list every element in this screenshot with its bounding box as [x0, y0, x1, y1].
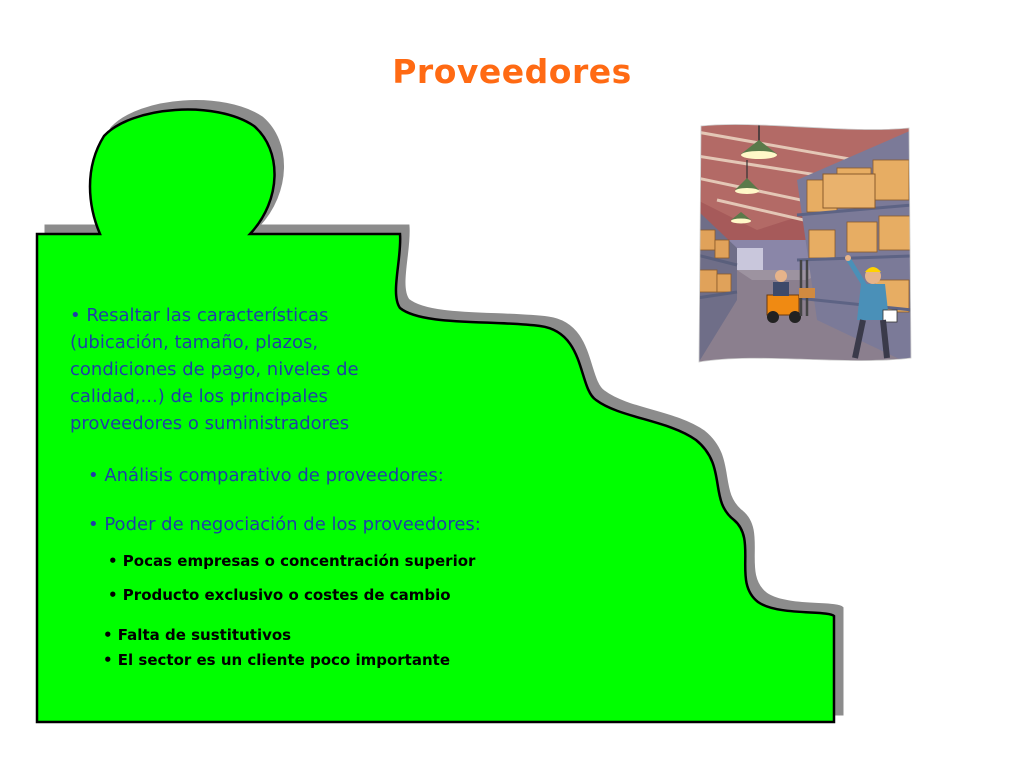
sub-bullet-falta-sustitutivos: • Falta de sustitutivos — [103, 626, 292, 644]
sub-bullet-producto-exclusivo: • Producto exclusivo o costes de cambio — [108, 586, 451, 604]
sub-bullet-sector-cliente: • El sector es un cliente poco importante — [103, 651, 450, 669]
warehouse-clipart — [697, 120, 912, 365]
bullet-resaltar-line-5: proveedores o suministradores — [70, 413, 350, 434]
bullet-resaltar-line-4: calidad,...) de los principales — [70, 386, 328, 407]
bullet-resaltar-line-2: (ubicación, tamaño, plazos, — [70, 332, 319, 353]
bullet-resaltar-line-3: condiciones de pago, niveles de — [70, 359, 359, 380]
sub-bullet-pocas-empresas: • Pocas empresas o concentración superior — [108, 552, 476, 570]
bullet-poder: • Poder de negociación de los proveedores: — [88, 514, 481, 535]
bullet-resaltar-line-1: • Resaltar las características — [70, 305, 329, 326]
bullet-analisis: • Análisis comparativo de proveedores: — [88, 465, 444, 486]
bullet-resaltar — [70, 302, 359, 437]
slide-title: Proveedores — [392, 52, 632, 91]
